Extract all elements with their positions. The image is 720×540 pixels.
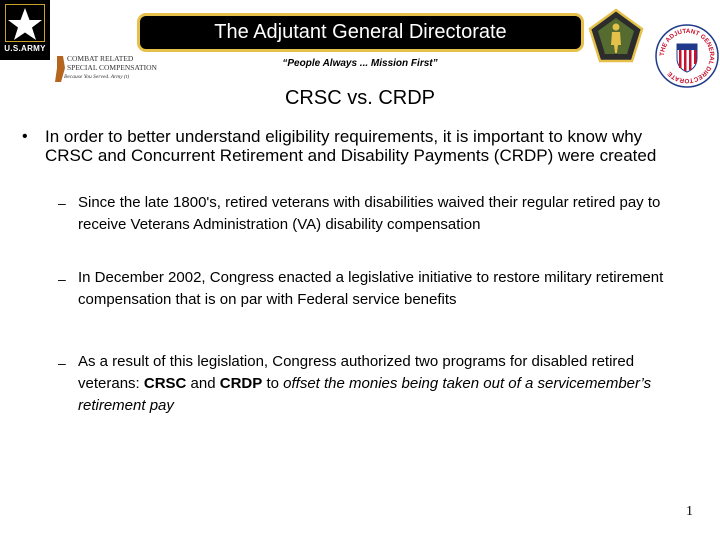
page-number: 1: [686, 504, 693, 519]
motto: “People Always ... Mission First”: [282, 58, 438, 69]
offset-phrase: offset the monies being taken out of a servicemember’s retirement pay: [78, 375, 652, 414]
slide-title: CRSC vs. CRDP: [284, 87, 435, 109]
pentagon-soldier-icon: [588, 8, 644, 64]
bullet-marker: •: [22, 128, 28, 145]
title-banner: [137, 13, 584, 52]
adjutant-general-seal-icon: [654, 22, 720, 90]
to-connector: to: [262, 375, 284, 392]
banner-title: The Adjutant General Directorate: [214, 21, 507, 43]
adjutant-general-seal: [654, 22, 720, 90]
us-army-logo: [0, 0, 50, 60]
crsc-logo: [50, 52, 155, 86]
pentagon-logo: [588, 8, 644, 64]
dash-marker: –: [58, 195, 66, 211]
army-logo-text: U.S.ARMY: [4, 44, 46, 53]
crdp-term: CRDP: [219, 375, 263, 392]
dash-marker: –: [58, 271, 66, 287]
svg-text:THE ADJUTANT GENERAL DIRECTORA: THE ADJUTANT GENERAL DIRECTORATE: [658, 27, 716, 85]
main-bullet-text: In order to better understand eligibility requirements, it is important to know why CRSC and Concurrent Retirement and Disability Payments (CRDP) were created: [45, 127, 657, 165]
sub-bullet-1-text: Since the late 1800's, retired veterans with disabilities waived their regular retired pay to receive Veterans Administration (VA) disability compensation: [78, 194, 661, 233]
crsc-logo-line1: COMBAT RELATED: [67, 54, 134, 63]
crsc-logo-line2: SPECIAL COMPENSATION: [67, 63, 157, 72]
dash-marker: –: [58, 355, 66, 371]
and-connector: and: [186, 375, 220, 392]
sub-bullet-3-intro: As a result of this legislation, Congress authorized two programs for disabled retired veterans:: [78, 353, 635, 392]
army-star-icon: [2, 2, 48, 44]
crsc-logo-line3: Because You Served. Army (t): [64, 74, 130, 80]
crsc-term: CRSC: [143, 375, 187, 392]
sub-bullet-3-text: [78, 351, 688, 417]
sub-bullet-2-text: In December 2002, Congress enacted a legislative initiative to restore military retirement compensation that is on par with Federal service benefits: [78, 269, 664, 308]
